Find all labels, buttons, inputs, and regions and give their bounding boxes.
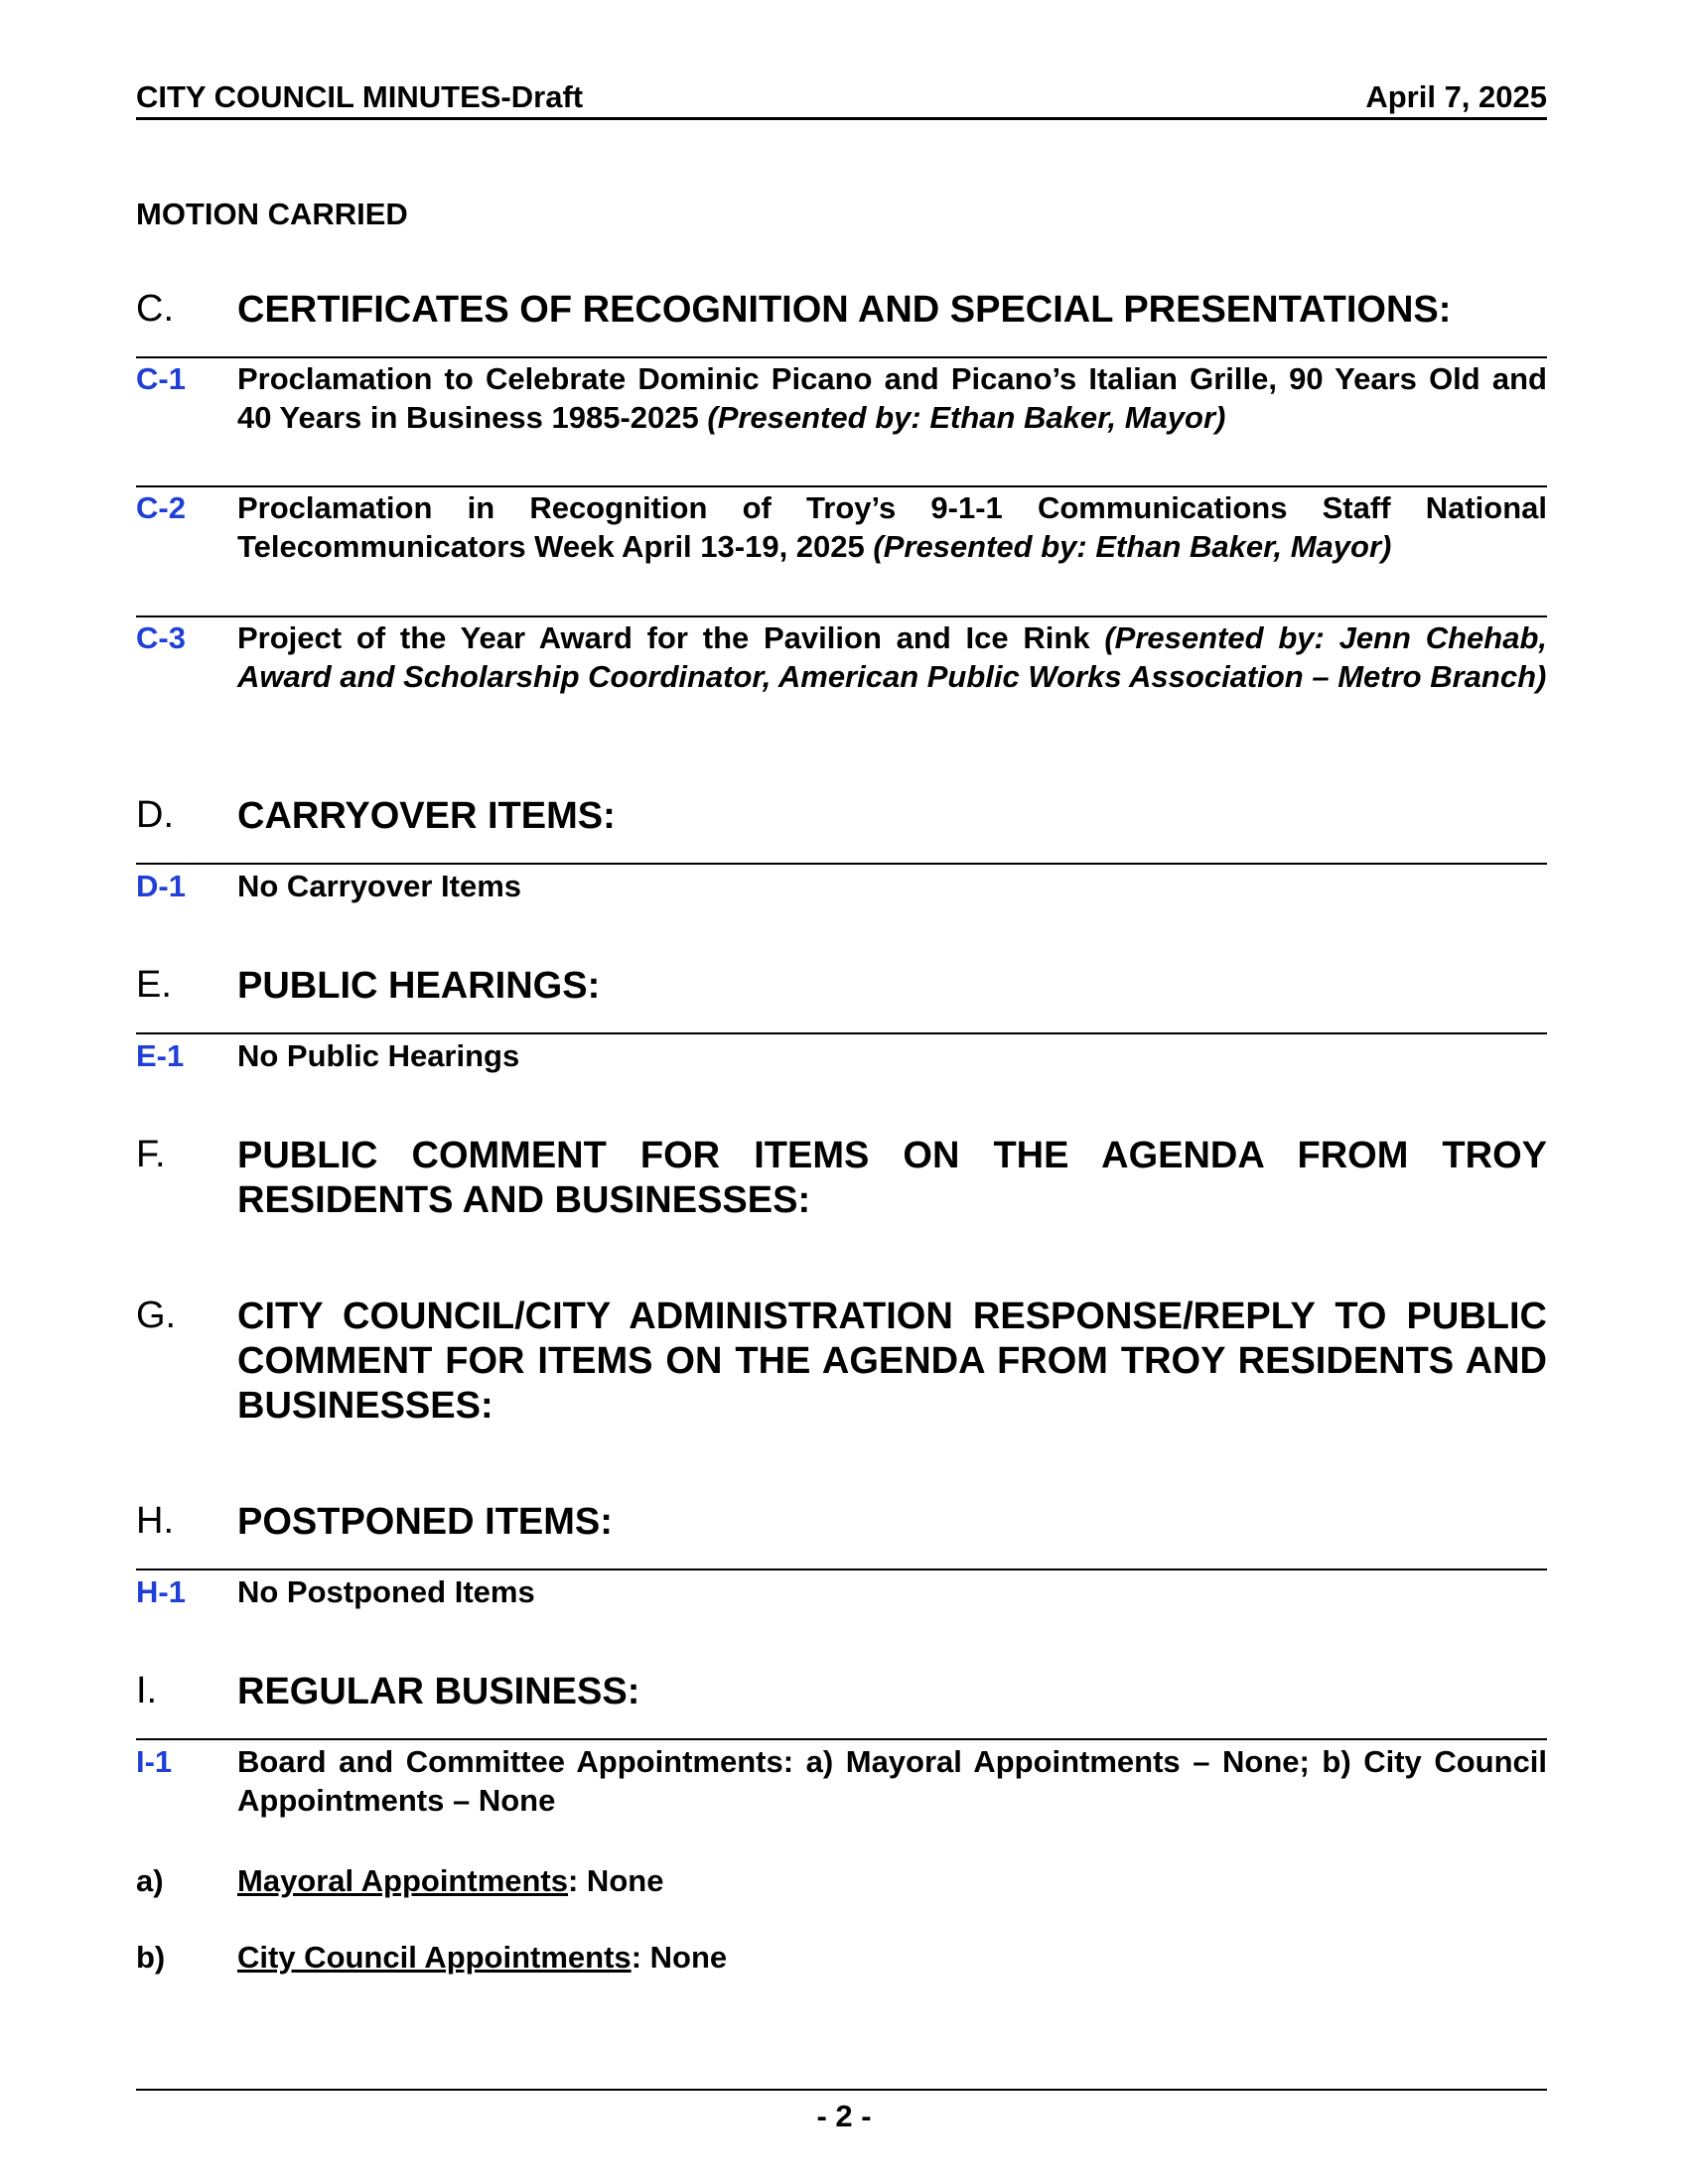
section-letter: F.: [136, 1134, 166, 1175]
subitem-heading: Mayoral Appointments: [237, 1863, 568, 1898]
section-i-heading: [136, 1670, 1547, 1739]
item-presenter: (Presented by: Jenn Chehab, Award and Scholarship Coordinator, American Public Works Association – Metro Branch): [237, 620, 1547, 694]
divider: [136, 863, 1547, 865]
divider: [136, 1032, 1547, 1034]
section-title: CERTIFICATES OF RECOGNITION AND SPECIAL PRESENTATIONS:: [237, 289, 1452, 331]
section-letter: H.: [136, 1500, 174, 1542]
item-text: No Postponed Items: [237, 1574, 535, 1609]
section-g-heading: [136, 1295, 1547, 1433]
agenda-item-c3: [136, 618, 1547, 743]
subitem-heading: City Council Appointments: [237, 1940, 632, 1975]
item-text: Proclamation in Recognition of Troy’s 9-1-1 Communications Staff National Telecommunicators Week April 13-19, 2025 (Presented by: Ethan Baker, Mayor): [237, 490, 1547, 564]
item-code: D-1: [136, 869, 186, 903]
section-letter: G.: [136, 1295, 177, 1336]
subitem-body: [237, 1940, 727, 1976]
section-letter: E.: [136, 964, 172, 1006]
item-text: Board and Committee Appointments: a) Mayoral Appointments – None; b) City Council Appointments – None: [237, 1744, 1547, 1818]
item-code: I-1: [136, 1744, 173, 1779]
subitem-mayoral-appointments: [136, 1863, 1547, 1903]
section-e-heading: [136, 964, 1547, 1033]
section-letter: I.: [136, 1670, 158, 1711]
divider: [136, 485, 1547, 487]
subitem-label: b): [136, 1940, 166, 1975]
section-c-heading: [136, 288, 1547, 357]
section-title: POSTPONED ITEMS:: [237, 1501, 613, 1543]
section-h-heading: [136, 1500, 1547, 1570]
agenda-item-c1: [136, 359, 1547, 449]
item-code: H-1: [136, 1574, 186, 1609]
section-f-heading: [136, 1134, 1547, 1228]
document-title: CITY COUNCIL MINUTES-Draft: [136, 79, 584, 114]
section-title: PUBLIC HEARINGS:: [237, 965, 601, 1007]
section-title: CARRYOVER ITEMS:: [237, 795, 616, 837]
divider: [136, 615, 1547, 617]
item-code: C-2: [136, 490, 186, 525]
section-letter: C.: [136, 288, 174, 330]
section-title: PUBLIC COMMENT FOR ITEMS ON THE AGENDA FROM TROY RESIDENTS AND BUSINESSES:: [237, 1135, 1547, 1221]
agenda-item-i1: [136, 1742, 1547, 1822]
footer-divider: [136, 2089, 1547, 2091]
item-text: No Public Hearings: [237, 1038, 520, 1073]
motion-carried: MOTION CARRIED: [136, 197, 408, 231]
item-code: E-1: [136, 1038, 185, 1073]
page-number: - 2 -: [816, 2099, 872, 2133]
divider: [136, 1569, 1547, 1570]
agenda-item-d1: [136, 867, 1547, 906]
subitem-body: [237, 1863, 663, 1899]
subitem-label: a): [136, 1863, 164, 1898]
agenda-item-c2: [136, 488, 1547, 578]
page-header: [136, 77, 1547, 120]
subitem-value: : None: [568, 1863, 664, 1898]
divider: [136, 1738, 1547, 1740]
item-text: Proclamation to Celebrate Dominic Picano and Picano’s Italian Grille, 90 Years Old and 40 Years in Business 1985-2025 (Presented by: Ethan Baker, Mayor): [237, 361, 1547, 435]
section-letter: D.: [136, 794, 174, 836]
item-text: Project of the Year Award for the Pavilion and Ice Rink (Presented by: Jenn Chehab, Award and Scholarship Coordinator, American Public Works Association – Metro Branch): [237, 620, 1547, 694]
section-title: REGULAR BUSINESS:: [237, 1671, 640, 1712]
agenda-item-e1: [136, 1036, 1547, 1076]
section-title: CITY COUNCIL/CITY ADMINISTRATION RESPONSE/REPLY TO PUBLIC COMMENT FOR ITEMS ON THE AGENDA FROM TROY RESIDENTS AND BUSINESSES:: [237, 1296, 1547, 1427]
item-presenter: (Presented by: Ethan Baker, Mayor): [707, 400, 1226, 435]
subitem-council-appointments: [136, 1940, 1547, 1979]
item-code: C-3: [136, 620, 186, 655]
section-d-heading: [136, 794, 1547, 864]
meeting-date: April 7, 2025: [1365, 79, 1547, 114]
item-presenter: (Presented by: Ethan Baker, Mayor): [873, 529, 1392, 564]
item-text: No Carryover Items: [237, 869, 522, 903]
agenda-item-h1: [136, 1572, 1547, 1612]
item-code: C-1: [136, 361, 186, 396]
subitem-value: : None: [631, 1940, 728, 1975]
divider: [136, 356, 1547, 358]
